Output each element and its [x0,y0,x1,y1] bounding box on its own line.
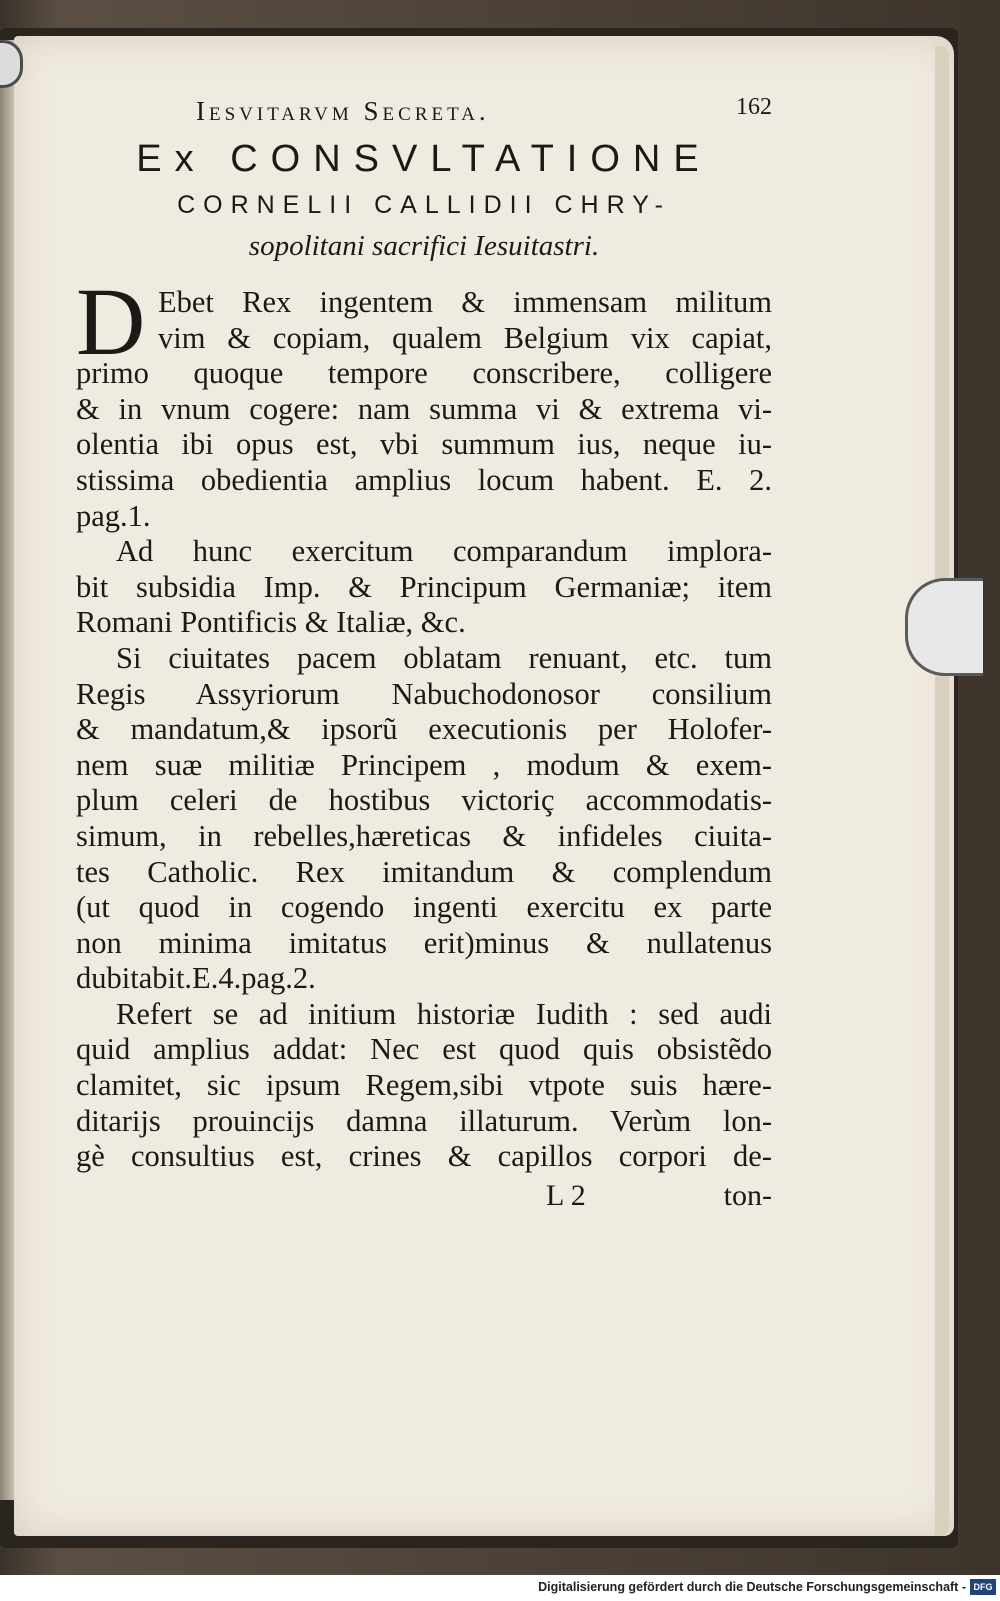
text-line: Ad hunc exercitum comparandum implora- [116,534,772,569]
text-line: clamitet, sic ipsum Regem,sibi vtpote suis hære- [76,1068,772,1103]
heading-line-1: Ex CONSVLTATIONE [136,138,712,180]
text-line: Regis Assyriorum Nabuchodonosor consilium [76,676,772,711]
text-line: vim & copiam, qualem Belgium vix capiat, [158,320,772,355]
page-text [76,92,772,1219]
text-line: ditarijs prouincijs damna illaturum. Verùm lon- [76,1103,772,1138]
text-line: quid amplius addat: Nec est quod quis obsistẽdo [76,1032,772,1067]
text-line: Si ciuitates pacem oblatam renuant, etc. tum [116,640,772,675]
heading-line-2: CORNELII CALLIDII CHRY- [177,191,671,219]
text-line: olentia ibi opus est, vbi summum ius, neque iu- [76,427,772,462]
running-head [76,92,772,132]
footer-credit: Digitalisierung gefördert durch die Deutsche Forschungsgemeinschaft - [538,1580,966,1594]
text-line: Refert se ad initium historiæ Iudith : sed audi [116,996,772,1031]
catchline [76,1179,772,1219]
text-line: non minima imitatus erit)minus & nullatenus [76,925,772,960]
drop-cap: D [76,268,146,375]
text-line: & mandatum,& ipsorũ executionis per Holofer- [76,712,772,747]
paragraph-4 [76,997,772,1175]
paragraph-3 [76,641,772,997]
dfg-logo: DFG [970,1579,996,1595]
text-line: stissima obedientia amplius locum habent. E. 2. [76,462,772,497]
text-line: plum celeri de hostibus victoriç accommodatis- [76,783,772,818]
text-line: Romani Pontificis & Italiæ, &c. [76,605,466,640]
body-text [76,268,772,1175]
text-line: pag.1. [76,498,151,533]
text-line: gè consultius est, crines & capillos corpori de- [76,1139,772,1174]
text-line: nem suæ militiæ Principem , modum & exem- [76,747,772,782]
text-line: primo quoque tempore conscribere, colligere [76,356,772,391]
page-number: 162 [736,94,772,120]
text-line: (ut quod in cogendo ingenti exercitu ex parte [76,890,772,925]
catchword: ton- [723,1178,772,1212]
text-line: dubitabit.E.4.pag.2. [76,961,316,996]
paragraph-2 [76,534,772,641]
text-line: & in vnum cogere: nam summa vi & extrema vi- [76,391,772,426]
paragraph-1 [76,268,772,534]
heading-line-3: sopolitani sacrifici Iesuitastri. [248,230,600,262]
page-fore-edge [935,46,949,1536]
text-line: Ebet Rex ingentem & immensam militum [158,285,772,319]
signature-mark: L 2 [546,1178,586,1212]
text-line: simum, in rebelles,hæreticas & infideles ciuita- [76,818,772,853]
page-clip [905,578,983,676]
running-head-title: Iesvitarvm Secreta. [196,96,490,126]
text-line: bit subsidia Imp. & Principum Germaniæ; item [76,569,772,604]
text-line: tes Catholic. Rex imitandum & complendum [76,854,772,889]
